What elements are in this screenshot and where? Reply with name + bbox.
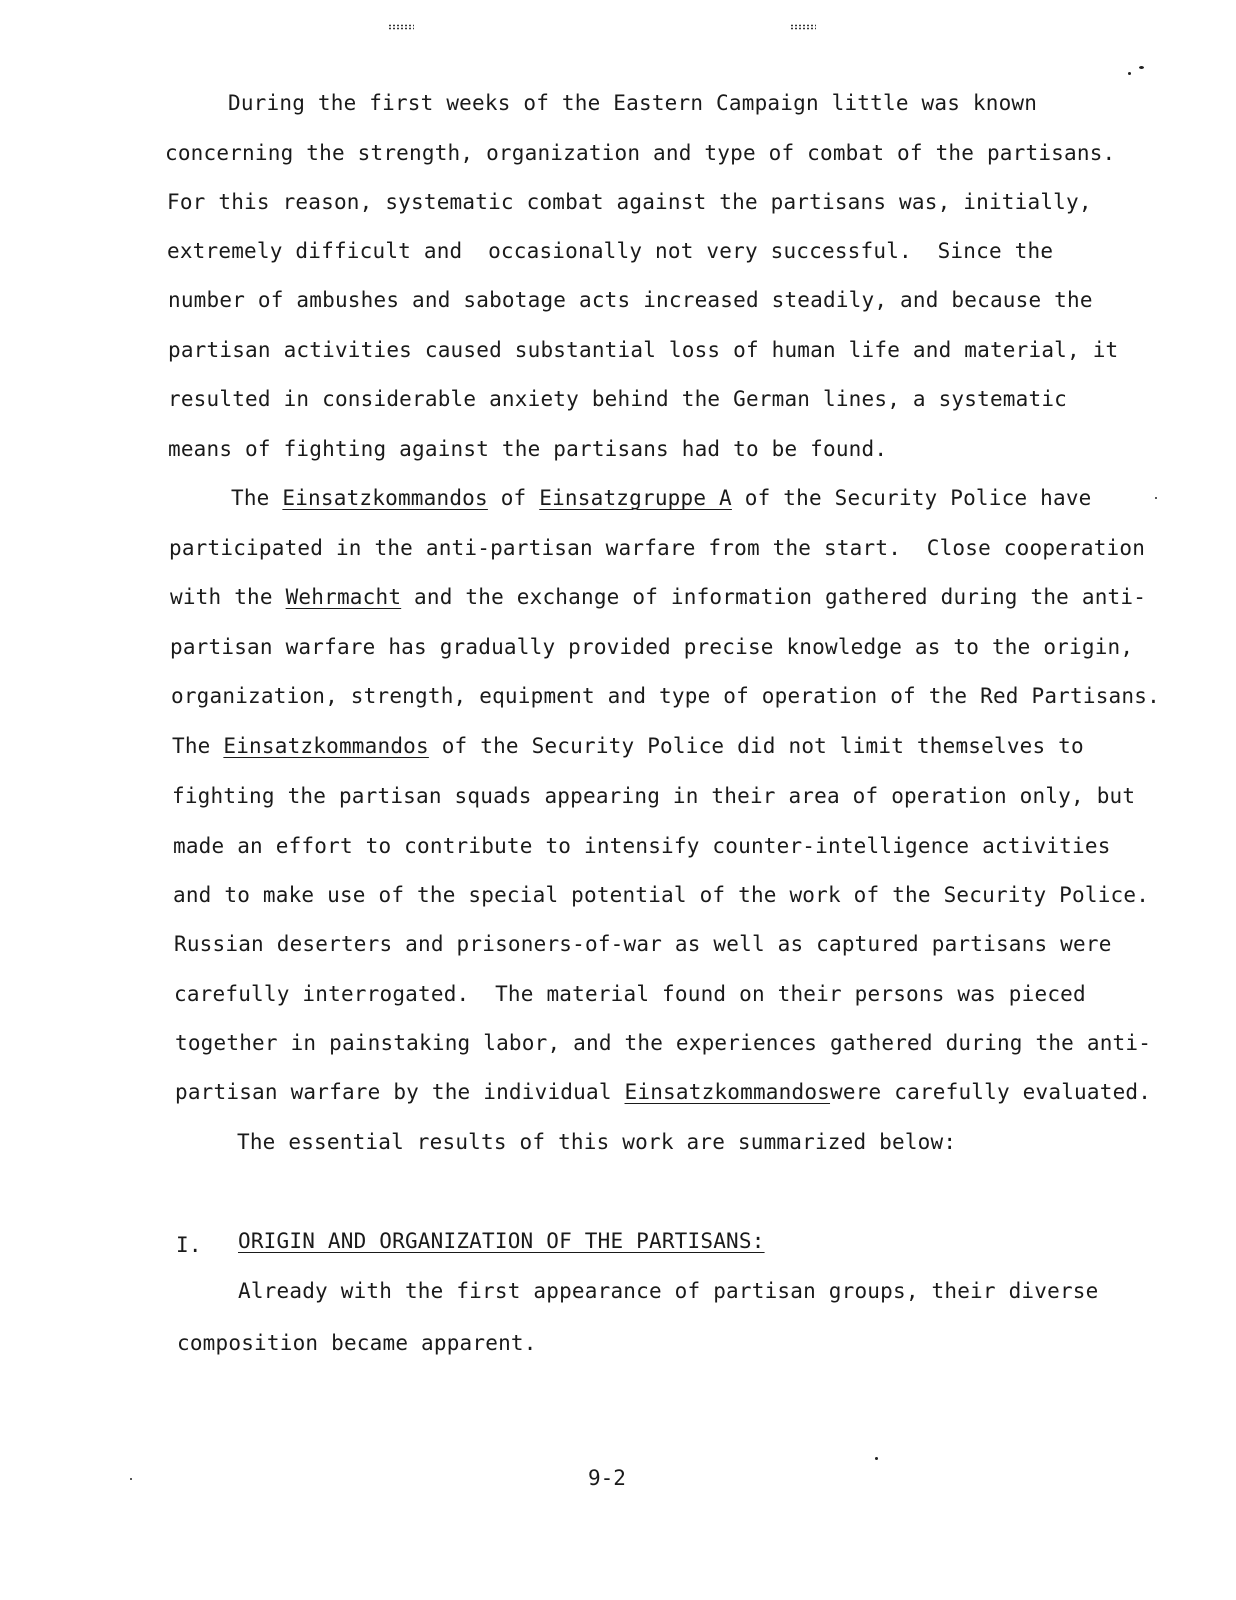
paragraph-2-line: Russian deserters and prisoners-of-war as well as captured partisans were	[174, 932, 1112, 956]
text-run: The	[172, 734, 224, 758]
scan-artifact	[790, 24, 816, 30]
paragraph-3-line: composition became apparent.	[177, 1331, 537, 1355]
paragraph-1-line: partisan activities caused substantial loss of human life and material, it	[168, 338, 1119, 362]
paragraph-2-line: carefully interrogated. The material found on their persons was pieced	[174, 982, 1086, 1006]
text-run: and the exchange of information gathered during the anti-	[401, 585, 1147, 609]
paragraph-1-line: means of fighting against the partisans had to be found.	[168, 437, 888, 461]
paragraph-2-line	[172, 733, 1084, 759]
paragraph-2-line: partisan warfare has gradually provided precise knowledge as to the origin,	[170, 635, 1134, 659]
scan-speck	[1128, 72, 1131, 75]
paragraph-2-line: organization, strength, equipment and type of operation of the Red Partisans.	[171, 684, 1160, 708]
paragraph-1-line: extremely difficult and occasionally not very successful. Since the	[167, 239, 1054, 263]
paragraph-1-line: number of ambushes and sabotage acts increased steadily, and because the	[168, 288, 1093, 312]
text-run: were carefully evaluated.	[830, 1080, 1152, 1104]
paragraph-2-line	[170, 584, 1146, 610]
paragraph-3-line: Already with the first appearance of partisan groups, their diverse	[238, 1279, 1099, 1303]
paragraph-2-line: and to make use of the special potential of the work of the Security Police.	[173, 883, 1150, 907]
paragraph-2-line: participated in the anti-partisan warfare from the start. Close cooperation	[169, 536, 1146, 560]
section-heading: ORIGIN AND ORGANIZATION OF THE PARTISANS:	[238, 1229, 765, 1253]
underlined-term: Wehrmacht	[285, 585, 402, 609]
paragraph-2-line: made an effort to contribute to intensify counter-intelligence activities	[173, 834, 1111, 858]
paragraph-1-line: For this reason, systematic combat against the partisans was, initially,	[167, 190, 1092, 214]
paragraph-2-line	[175, 1079, 1151, 1105]
scan-speck	[1139, 66, 1144, 69]
scan-speck	[875, 1457, 878, 1460]
paragraph-2-line: together in painstaking labor, and the experiences gathered during the anti-	[175, 1031, 1152, 1055]
text-run: partisan warfare by the individual	[175, 1080, 625, 1104]
text-run: The	[231, 486, 283, 510]
page-number: 9-2	[588, 1466, 626, 1490]
underlined-term: Einsatzkommandos	[282, 486, 488, 510]
text-run: of the Security Police have	[731, 486, 1092, 510]
underlined-term: Einsatzgruppe A	[539, 486, 732, 510]
underlined-term: Einsatzkommandos	[223, 734, 429, 758]
paragraph-2-line: fighting the partisan squads appearing in their area of operation only, but	[172, 784, 1136, 808]
scan-speck	[130, 1478, 132, 1480]
section-numeral: I.	[176, 1233, 202, 1257]
text-run: of the Security Police did not limit themselves to	[428, 734, 1084, 758]
scan-speck	[1155, 497, 1157, 499]
text-run: with the	[170, 585, 286, 609]
summary-line: The essential results of this work are summarized below:	[237, 1130, 957, 1154]
paragraph-1-line: During the first weeks of the Eastern Campaign little was known	[228, 91, 1038, 115]
paragraph-1-line: concerning the strength, organization and type of combat of the partisans.	[165, 141, 1116, 165]
paragraph-2-line	[231, 485, 1092, 511]
paragraph-1-line: resulted in considerable anxiety behind the German lines, a systematic	[168, 387, 1068, 411]
text-run: of	[487, 486, 540, 510]
underlined-term: Einsatzkommandos	[624, 1080, 831, 1104]
scan-artifact	[388, 24, 414, 30]
